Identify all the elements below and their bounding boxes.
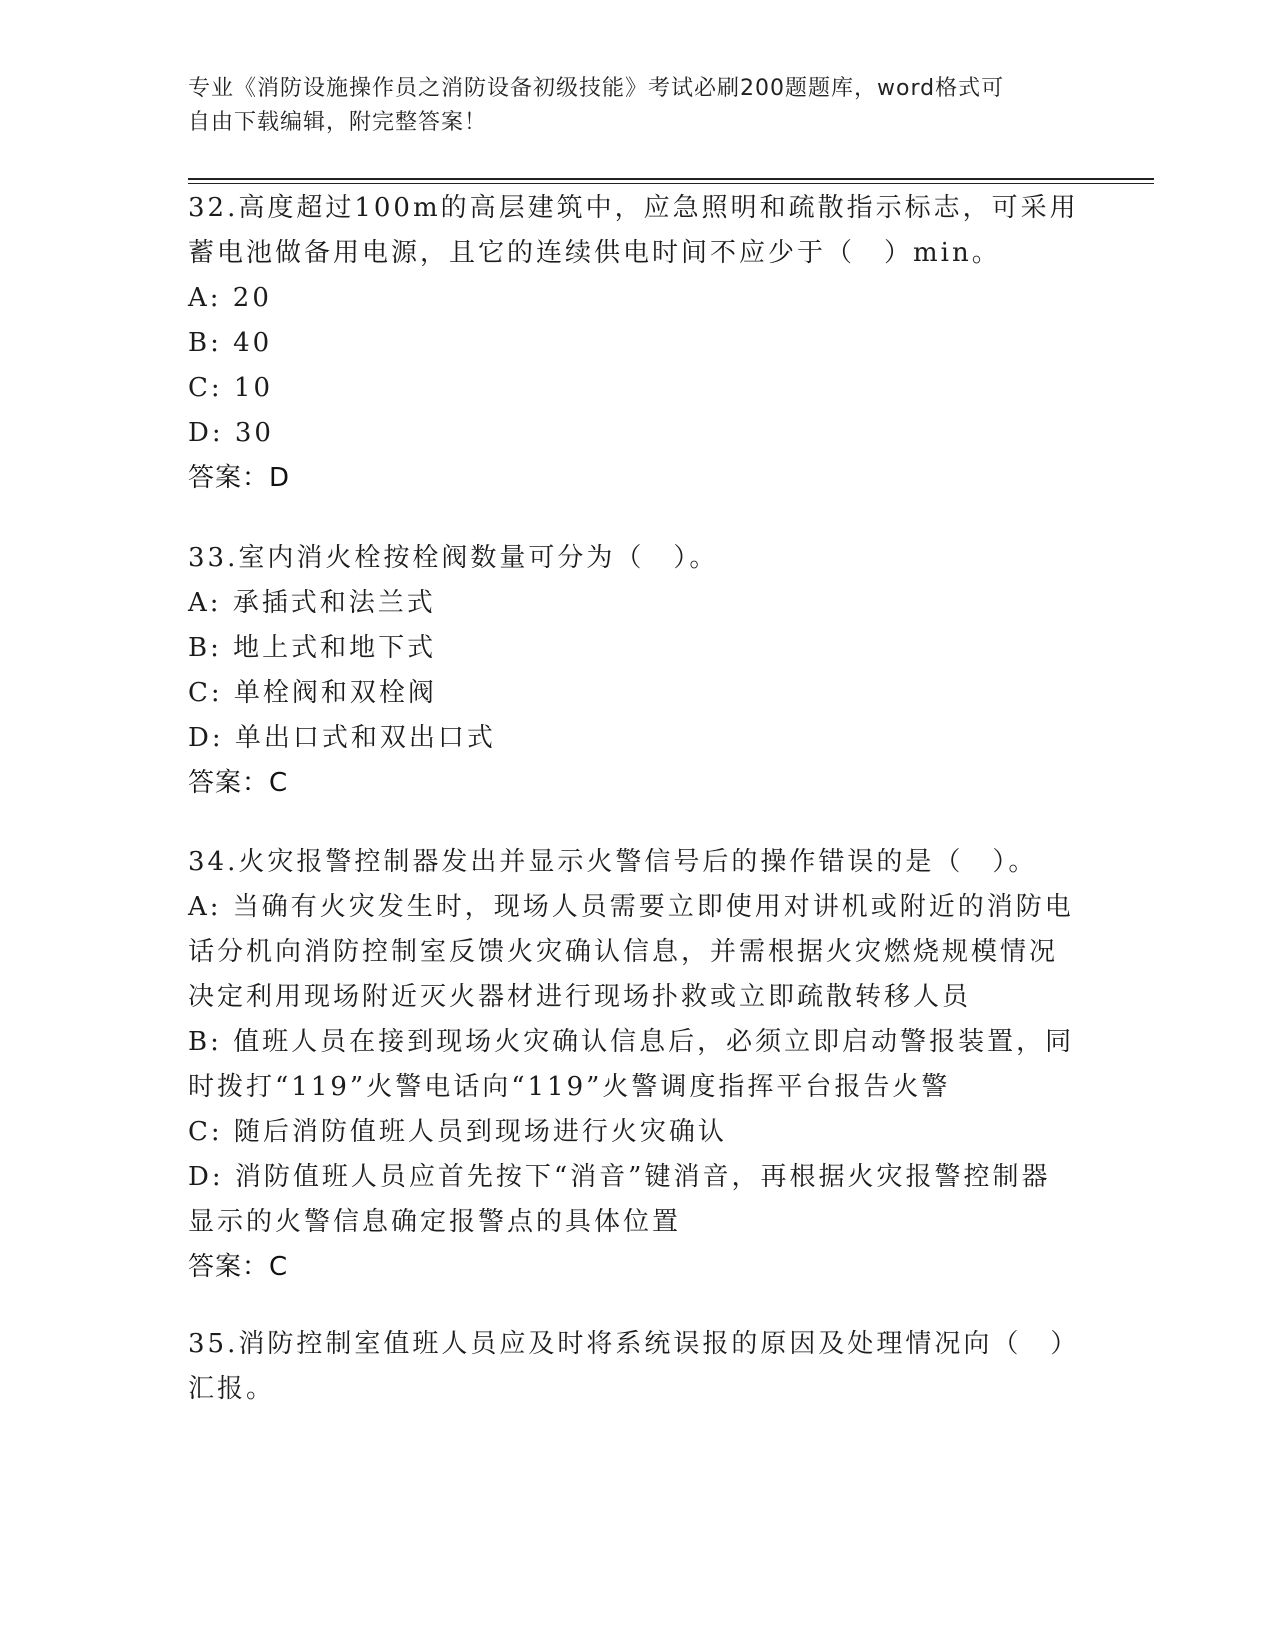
question-35 [188, 1322, 1080, 1412]
header-rule-thick [188, 178, 1154, 180]
question-text-line: 汇报。 [188, 1374, 276, 1404]
option-d-line: D: 消防值班人员应首先按下“消音”键消音，再根据火灾报警控制器 [188, 1162, 1051, 1192]
header-rule-thin [188, 183, 1154, 184]
option-b-line: B: 值班人员在接到现场火灾确认信息后，必须立即启动警报装置，同 [188, 1027, 1075, 1057]
question-text-line: 34.火灾报警控制器发出并显示火警信号后的操作错误的是（ ）。 [188, 847, 1038, 877]
question-text-line: 蓄电池做备用电源，且它的连续供电时间不应少于（ ）min。 [188, 238, 1001, 268]
option-a-line: 话分机向消防控制室反馈火灾确认信息，并需根据火灾燃烧规模情况 [188, 937, 1059, 967]
question-34 [188, 840, 1075, 1290]
option-b-line: 时拨打“119”火警电话向“119”火警调度指挥平台报告火警 [188, 1072, 951, 1102]
option-d: D: 单出口式和双出口式 [188, 723, 496, 753]
question-33 [188, 536, 1068, 806]
option-a: A: 20 [188, 283, 272, 313]
option-b: B: 40 [188, 328, 273, 358]
option-a-line: 决定利用现场附近灭火器材进行现场扑救或立即疏散转移人员 [188, 982, 972, 1012]
answer-label: 答案：C [188, 768, 289, 798]
header-line-2: 自由下载编辑，附完整答案！ [188, 110, 488, 135]
option-c: C: 单栓阀和双栓阀 [188, 678, 437, 708]
option-a-line: A: 当确有火灾发生时，现场人员需要立即使用对讲机或附近的消防电 [188, 892, 1074, 922]
option-a: A: 承插式和法兰式 [188, 588, 436, 618]
option-d-line: 显示的火警信息确定报警点的具体位置 [188, 1207, 682, 1237]
answer-label: 答案：D [188, 463, 291, 493]
option-b: B: 地上式和地下式 [188, 633, 437, 663]
option-c: C: 10 [188, 373, 274, 403]
question-text-line: 33.室内消火栓按栓阀数量可分为（ ）。 [188, 543, 719, 573]
document-header [188, 72, 1068, 140]
question-32 [188, 186, 1079, 501]
header-line-1: 专业《消防设施操作员之消防设备初级技能》考试必刷200题题库，word格式可 [188, 76, 1005, 101]
option-d: D: 30 [188, 418, 274, 448]
option-c-line: C: 随后消防值班人员到现场进行火灾确认 [188, 1117, 727, 1147]
question-text-line: 35.消防控制室值班人员应及时将系统误报的原因及处理情况向（ ） [188, 1329, 1080, 1359]
question-text-line: 32.高度超过100m的高层建筑中，应急照明和疏散指示标志，可采用 [188, 193, 1079, 223]
answer-label: 答案：C [188, 1252, 289, 1282]
